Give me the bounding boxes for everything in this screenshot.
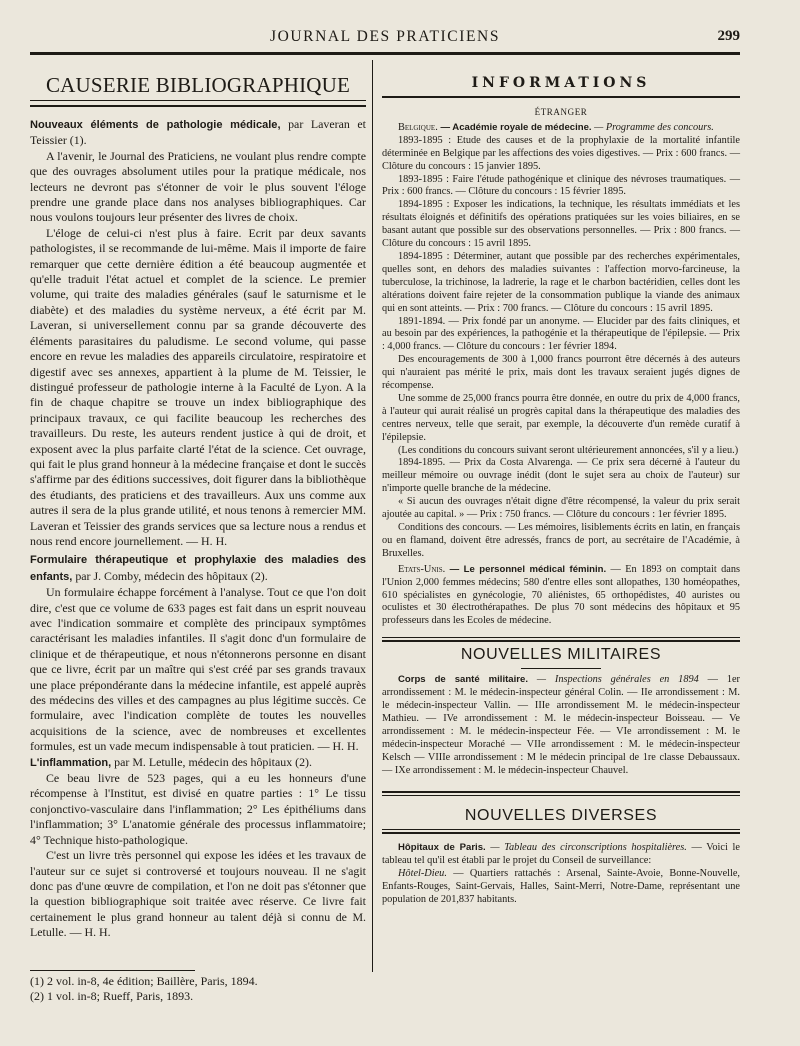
militaires-heading: Corps de santé militaire.: [398, 674, 528, 686]
item3-heading-line: [30, 755, 366, 771]
info-paragraph-2: 1893-1895 : Faire l'étude pathogénique et clinique des névroses traumatiques. — Prix : 600 francs. — Clôture du concours : 15 février 1895.: [382, 173, 740, 198]
usa-country: Etats-Unis.: [398, 563, 446, 575]
info-paragraph-7: Une somme de 25,000 francs pourra être donnée, en outre du prix de 4,000 francs, à l'auteur qui aurait réalisé un progrès capital dans la thérapeutique des maladies des centres nerveux, telle que serait, par exemple, la découverte d'un remède curatif à l'épilepsie.: [382, 392, 740, 443]
diverses-title: NOUVELLES DIVERSES: [464, 807, 658, 825]
diverses-paragraph: [382, 842, 740, 868]
running-head: [30, 28, 740, 50]
info-paragraph-5: 1891-1894. — Prix fondé par un anonyme. — Elucider par des faits cliniques, et au besoin par des expériences, la pathogénie et la thérapeutique de l'épilepsie. — Prix : 4,000 francs. — Clôture du concours : 1er février 1894.: [382, 315, 740, 353]
footnotes: [30, 970, 366, 1004]
journal-title: JOURNAL DES PRATICIENS: [269, 28, 501, 45]
item3-authors: par M. Letulle, médecin des hôpitaux (2).: [111, 754, 312, 769]
info-paragraph-8: (Les conditions du concours suivant seront ultérieurement annoncées, s'il y a lieu.): [398, 444, 739, 456]
right-column: [382, 62, 740, 907]
militaires-text: — 1er arrondissement : M. le médecin-inspecteur général Colin. — IIe arrondissement : M. le médecin-inspecteur Vallin. — IIIe arrondissement M. le médecin-inspecteur Mathieu. — IVe arrondissement : M. le médecin-inspecteur Boisseau. — Ve arrondissement : M. le médecin-inspecteur Fée. — VIe arrondissement : M. le médecin-inspecteur Moraché — VIIe arrondissement : M. le médecin-inspecteur Kelsch — VIIIe arrondissement : M le médecin principal de 1re classe Debaussaux. — IXe arrondissement : M. le médecin-inspecteur Chauvel.: [382, 674, 740, 776]
left-column: [30, 62, 366, 941]
militaires-subheading: — Inspections générales en 1894: [527, 674, 699, 686]
militaires-short-rule: [521, 668, 601, 669]
usa-heading: — Le personnel médical féminin.: [445, 563, 607, 575]
column-separator: [372, 60, 373, 972]
info-paragraph-6: Des encouragements de 300 à 1,000 francs pourront être décernés à des auteurs qui n'auraient pas mérité le prix, mais dont les travaux seraient jugés dignes de récompense.: [382, 354, 740, 392]
item1-paragraph-1: A l'avenir, le Journal des Praticiens, ne voulant plus rendre compte que des ouvrages absolument utiles pour la pratique médicale, nos lecteurs ne devront pas s'étonner de voir le plus souvent l'éloge prendre une grande place dans nos analyses bibliographiques. Car nous voulons toujours leur présenter des livres de choix.: [30, 148, 366, 225]
hotel-dieu-text: — Quartiers rattachés : Arsenal, Sainte-Avoie, Bonne-Nouvelle, Enfants-Rouges, Saint-Gervais, Halles, Saint-Merri, Notre-Dame, représentant une population de 201,837 habitants.: [382, 868, 740, 905]
info-paragraph-4: 1894-1895 : Déterminer, autant que possible par des recherches expérimentales, quelles sont, en dehors des maladies suivantes : l'affection morvo-farcineuse, la tuberculose, la trichinose, la ladrerie, la rage et le charbon bactéridien, celles dont les altérations doivent faire rejeter de la consommation publique la viande des animaux qui en sont atteints. — Prix : 700 francs. — Clôture du concours : 15 avril 1895.: [382, 250, 740, 314]
info-paragraph-1: 1893-1895 : Etude des causes et de la prophylaxie de la mortalité infantile déterminée en Belgique par les affections des voies digestives. — Prix : 600 francs. — Clôture du concours : 15 janvier 1895.: [382, 134, 740, 172]
footnote-1: (1) 2 vol. in-8, 4e édition; Baillère, Paris, 1894.: [30, 974, 258, 988]
info-paragraph-10: « Si aucun des ouvrages n'était digne d'être récompensé, la valeur du prix serait ajoutée au capital. » — Prix : 750 francs. — Clôture du concours : 1er février 1895.: [382, 496, 740, 521]
footnote-rule: [30, 970, 195, 971]
item1-authors: par Laveran et Teissier (1).: [30, 117, 366, 148]
usa-paragraph: [382, 564, 740, 629]
belgique-country: Belgique.: [398, 121, 438, 133]
item3-paragraph-2: C'est un livre très personnel qui expose les idées et les travaux de l'auteur sur ce sujet si controversé et toujours nouveau. Il ne s'agit donc pas d'une œuvre de compilation, et l'on ne doit pas s'étonner que la question bibliographique soit traitée avec réserve. Ce livre fait certainement le plus grand honneur au talent déjà si connu de M. Letulle. — H. H.: [30, 848, 366, 940]
militaires-title: NOUVELLES MILITAIRES: [460, 646, 662, 664]
item1-heading-line: [30, 117, 366, 149]
belgique-program: — Programme des concours.: [591, 121, 714, 133]
page-number: 299: [717, 28, 740, 44]
item1-heading: Nouveaux éléments de pathologie médicale,: [30, 119, 281, 131]
militaires-paragraph: [382, 674, 740, 777]
diverses-rule-bottom: [382, 829, 740, 834]
item2-authors: par J. Comby, médecin des hôpitaux (2).: [72, 568, 268, 583]
usa-text: — En 1893 on comptait dans l'Union 2,000 femmes médecins; 580 d'entre elles sont allopathes, 130 homéopathes, 610 spécialistes en gynécologie, 70 aliénistes, 65 orthopédistes, 40 auristes ou oculistes et 30 électrothérapathes. De plus 70 sont médecins des hôpitaux et 95 professeurs dans les Ecoles de médecine.: [382, 563, 740, 627]
info-paragraph-3: 1894-1895 : Exposer les indications, la technique, les résultats immédiats et les résultats éloignés et définitifs des opérations pratiquées sur les voies biliaires, en se basant autant que possible sur des observations personnelles. — Prix : 800 francs. — Clôture du concours : 15 avril 1895.: [382, 199, 740, 250]
diverses-subheading: — Tableau des circonscriptions hospitalières.: [485, 842, 687, 854]
informations-title: INFORMATIONS: [382, 62, 740, 98]
item2-paragraph-1: Un formulaire échappe forcément à l'analyse. Tout ce que l'on doit dire, c'est que ce volume de 633 pages est fait dans un esprit nouveau avec l'indication sommaire et complète des principaux symptômes caractérisant les maladies infantiles. Il s'agit donc d'un formulaire de clinique et de thérapeutique, et nous n'étonnerons personne en disant que ce livre, écrit par un maître qui s'est créé par ses grands travaux une place prépondérante dans la médecine infantile, est appelé auprès des médecins des villes et des campagnes au plus légitime succès. Ce formulaire, avec l'indication complète de toutes les nouvelles acquisitions de la science, avec de nombreuses et excellentes formules, est un vade mecum indispensable à tout praticien. — H. H.: [30, 585, 366, 754]
diverses-intro: — Voici le tableau tel qu'il est établi par le projet du Conseil de surveillance:: [382, 842, 740, 867]
item2-heading: Formulaire thérapeutique et prophylaxie des maladies des enfants,: [30, 554, 366, 583]
hotel-dieu-paragraph: [382, 868, 740, 907]
belgique-heading: — Académie royale de médecine.: [437, 121, 592, 133]
hotel-dieu-name: Hôtel-Dieu.: [398, 868, 447, 880]
header-rule: [30, 52, 740, 55]
etranger-subhead: ÉTRANGER: [534, 107, 588, 117]
item1-paragraph-2: L'éloge de celui-ci n'est plus à faire. Ecrit par deux savants pathologistes, il se recommande de lui-même. Mais il importe de faire remarquer que cette dernière édition a été beaucoup augmentée et qu'elle traduit l'état actuel et complet de la science. Le premier volume, qui traite des maladies générales (sauf le saturnisme et le diabète) et des maladies du système nerveux, a été écrit par M. Laveran, si universellement connu par sa grande découverte des éléments parasitaires du paludisme. Le second volume, qui passe encore en revue les maladies des appareils circulatoire, respiratoire et digestif avec ses annexes, appartient à la plume de M. Teissier, le distingué professeur de pathologie interne à la Faculté de Lyon. A la fin de chaque chapitre se trouve un index bibliographique des principaux travaux, ce qui facilite beaucoup les recherches des travailleurs. Du reste, les auteurs rendent justice à qui de droit, et exposent avec la plus parfaite clarté l'état de la science. Cet ouvrage, qui fait le plus grand honneur à la médecine française et dont le succès s'affirme par des éditions successives, doit figurer dans la bibliothèque des étudiants, des praticiens et des travailleurs. Aux uns comme aux autres il sera de la plus grande utilité, et nous tenons à remercier MM. Laveran et Teissier des grands services que sa lecture nous a rendus et nous rend encore journellement. — H. H.: [30, 225, 366, 548]
item3-paragraph-1: Ce beau livre de 523 pages, qui a eu les honneurs d'une récompense à l'Institut, est divisé en quatre parties : 1° Le tissu conjonctivo-vasculaire dans l'inflammation; 2° Les épithéliums dans l'inflammation; 3° L'anatomie générale des processus inflammatoire; 4° Technique histo-pathologique.: [30, 771, 366, 847]
item3-heading: L'inflammation,: [30, 756, 112, 769]
info-paragraph-11: Conditions des concours. — Les mémoires, lisiblements écrits en latin, en français ou en flamand, doivent être adressés, francs de port, au secrétaire de l'Académie, à Bruxelles.: [382, 522, 740, 559]
info-paragraph-9: 1894-1895. — Prix da Costa Alvarenga. — Ce prix sera décerné à l'auteur du meilleur mémoire ou ouvrage inédit (dont le sujet sera au choix de l'auteur) sur n'importe quelle branche de la médecine.: [382, 457, 740, 495]
causerie-title: CAUSERIE BIBLIOGRAPHIQUE: [30, 62, 366, 107]
belgique-heading-line: [382, 122, 740, 135]
item2-heading-line: [30, 552, 366, 585]
footnote-2: (2) 1 vol. in-8; Rueff, Paris, 1893.: [30, 989, 194, 1003]
diverses-heading: Hôpitaux de Paris.: [398, 842, 486, 854]
